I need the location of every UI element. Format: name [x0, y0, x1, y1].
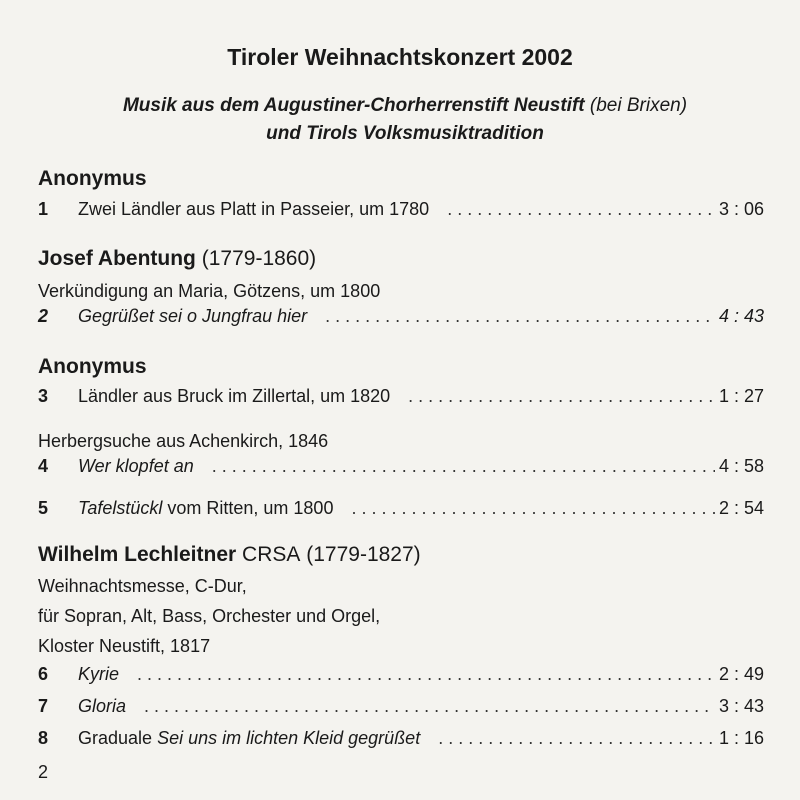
- track-duration: 1 : 16: [718, 728, 764, 748]
- dot-leader: [351, 498, 714, 519]
- track-number: 7: [38, 696, 49, 716]
- track-number: 8: [38, 728, 49, 748]
- track-row: [38, 498, 764, 524]
- composer-dates: (1779-1827): [306, 543, 421, 566]
- track-title: Wer klopfet an: [78, 456, 194, 476]
- dot-leader: [212, 456, 715, 477]
- dot-leader: [137, 664, 715, 685]
- track-number: 1: [38, 199, 49, 219]
- work-title: Verkündigung an Maria, Götzens, um 1800: [38, 281, 381, 301]
- composer-name: Wilhelm Lechleitner: [38, 543, 237, 566]
- track-row: [38, 728, 764, 754]
- work-title-line: für Sopran, Alt, Bass, Orchester und Orgel,: [38, 606, 381, 626]
- subtitle-location: (bei Brixen): [589, 95, 688, 116]
- subtitle: [0, 92, 800, 148]
- track-title-rest: vom Ritten, um 1800: [162, 498, 334, 518]
- track-duration: 3 : 43: [718, 696, 764, 716]
- subtitle-line-2: und Tirols Volksmusiktradition: [266, 123, 544, 144]
- track-duration: 2 : 54: [718, 498, 764, 518]
- composer-heading: Anonymus: [38, 355, 147, 378]
- track-title: Gegrüßet sei o Jungfrau hier: [78, 306, 308, 326]
- track-duration: 4 : 43: [718, 306, 764, 326]
- track-duration: 1 : 27: [718, 386, 764, 406]
- composer-name: Josef Abentung: [38, 247, 196, 270]
- dot-leader: [408, 386, 715, 407]
- composer-dates: (1779-1860): [201, 247, 317, 270]
- track-number: 4: [38, 456, 49, 476]
- composer-order: CRSA: [242, 543, 301, 566]
- track-title: Zwei Ländler aus Platt in Passeier, um 1780: [78, 199, 430, 219]
- track-number: 6: [38, 664, 49, 684]
- subtitle-line-1: [0, 92, 800, 120]
- track-row: [38, 386, 764, 412]
- composer-heading: [38, 543, 421, 567]
- track-duration: 2 : 49: [718, 664, 764, 684]
- track-title: [78, 728, 420, 749]
- track-number: 2: [38, 306, 49, 326]
- dot-leader: [144, 696, 715, 717]
- track-title-plain: Graduale: [78, 728, 158, 748]
- track-title: Gloria: [78, 696, 127, 716]
- track-title: Ländler aus Bruck im Zillertal, um 1820: [78, 386, 391, 406]
- track-number: 5: [38, 498, 49, 518]
- track-title-italic: Sei uns im lichten Kleid gegrüßet: [157, 728, 421, 748]
- track-duration: 3 : 06: [718, 199, 764, 219]
- composer-heading: Anonymus: [38, 167, 147, 190]
- dot-leader: [325, 306, 715, 327]
- track-row: [38, 306, 764, 332]
- track-row: [38, 696, 764, 722]
- composer-heading: [38, 247, 316, 271]
- page-title: Tiroler Weihnachtskonzert 2002: [227, 44, 573, 70]
- track-row: [38, 456, 764, 482]
- track-duration: 4 : 58: [718, 456, 764, 476]
- dot-leader: [447, 199, 715, 220]
- work-title-line: Weihnachtsmesse, C-Dur,: [38, 576, 247, 596]
- page-number: 2: [38, 762, 49, 782]
- track-title-italic: Tafelstückl: [78, 498, 163, 518]
- work-title: Herbergsuche aus Achenkirch, 1846: [38, 431, 329, 451]
- track-number: 3: [38, 386, 49, 406]
- dot-leader: [438, 728, 715, 749]
- track-title: [78, 498, 333, 519]
- track-row: [38, 664, 764, 690]
- track-row: [38, 199, 764, 225]
- track-title: Kyrie: [78, 664, 120, 684]
- subtitle-main: Musik aus dem Augustiner-Chorherrenstift Neustift: [122, 95, 585, 116]
- work-title-line: Kloster Neustift, 1817: [38, 636, 211, 656]
